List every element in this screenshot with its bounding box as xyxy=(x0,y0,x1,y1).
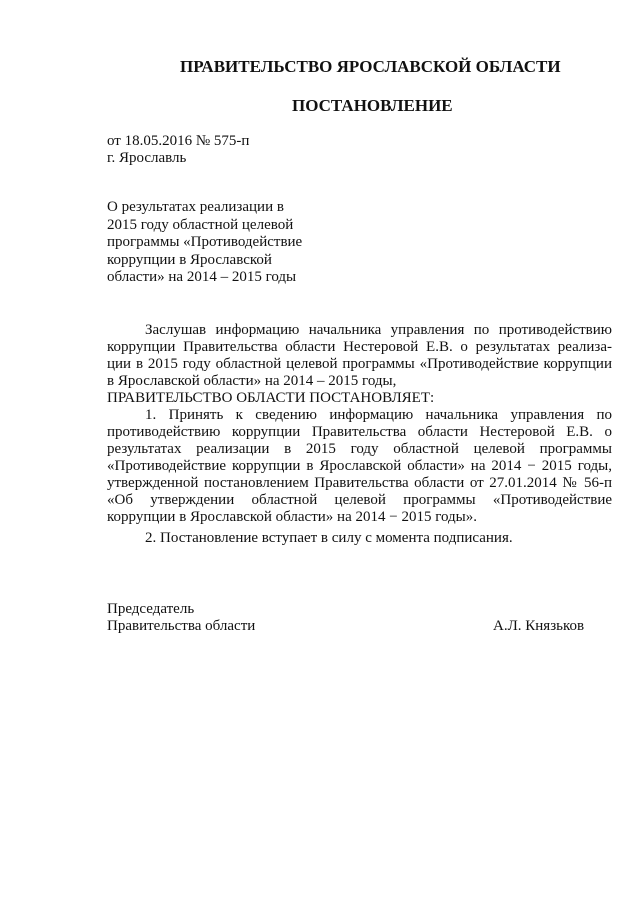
item1-line: результатах реализации в 2015 году областной целевой программы xyxy=(107,441,612,457)
date-number: от 18.05.2016 № 575-п xyxy=(107,133,250,149)
authority-heading: ПРАВИТЕЛЬСТВО ЯРОСЛАВСКОЙ ОБЛАСТИ xyxy=(180,57,561,76)
subject-line: области» на 2014 – 2015 годы xyxy=(107,269,297,285)
item1-line: коррупции в Ярославской области» на 2014 − 2015 годы». xyxy=(107,509,477,525)
signatory-name: А.Л. Князьков xyxy=(493,618,585,634)
document-type-heading: ПОСТАНОВЛЕНИЕ xyxy=(292,96,453,115)
preamble-line: коррупции Правительства области Нестеровой Е.В. о результатах реализа- xyxy=(107,339,612,355)
subject-line: программы «Противодействие xyxy=(107,234,303,250)
item1-line: утвержденной постановлением Правительства области от 27.01.2014 № 56-п xyxy=(107,475,612,491)
subject-line: коррупции в Ярославской xyxy=(107,251,272,268)
item1-line: «Об утверждении областной целевой программы «Противодействие xyxy=(107,492,612,508)
signatory-position-continued: Правительства области xyxy=(107,618,256,634)
city: г. Ярославль xyxy=(107,150,187,166)
preamble-line: Заслушав информацию начальника управления по противодействию xyxy=(145,322,612,338)
item1-line: «Противодействие коррупции в Ярославской области» на 2014 − 2015 годы, xyxy=(107,458,612,474)
preamble-line: в Ярославской области» на 2014 – 2015 годы, xyxy=(107,373,397,389)
subject-line: 2015 году областной целевой xyxy=(107,216,294,233)
document-subject xyxy=(107,199,347,287)
item1-line: противодействию коррупции Правительства области Нестеровой Е.В. о xyxy=(107,424,612,440)
preamble-line: ции в 2015 году областной целевой программы «Противодействие коррупции xyxy=(107,356,612,372)
item2-line: 2. Постановление вступает в силу с момента подписания. xyxy=(145,530,513,546)
signatory-position: Председатель xyxy=(107,601,195,617)
item1-line: 1. Принять к сведению информацию начальника управления по xyxy=(145,407,612,423)
subject-line: О результатах реализации в xyxy=(107,199,284,215)
resolves-line: ПРАВИТЕЛЬСТВО ОБЛАСТИ ПОСТАНОВЛЯЕТ: xyxy=(107,390,435,406)
